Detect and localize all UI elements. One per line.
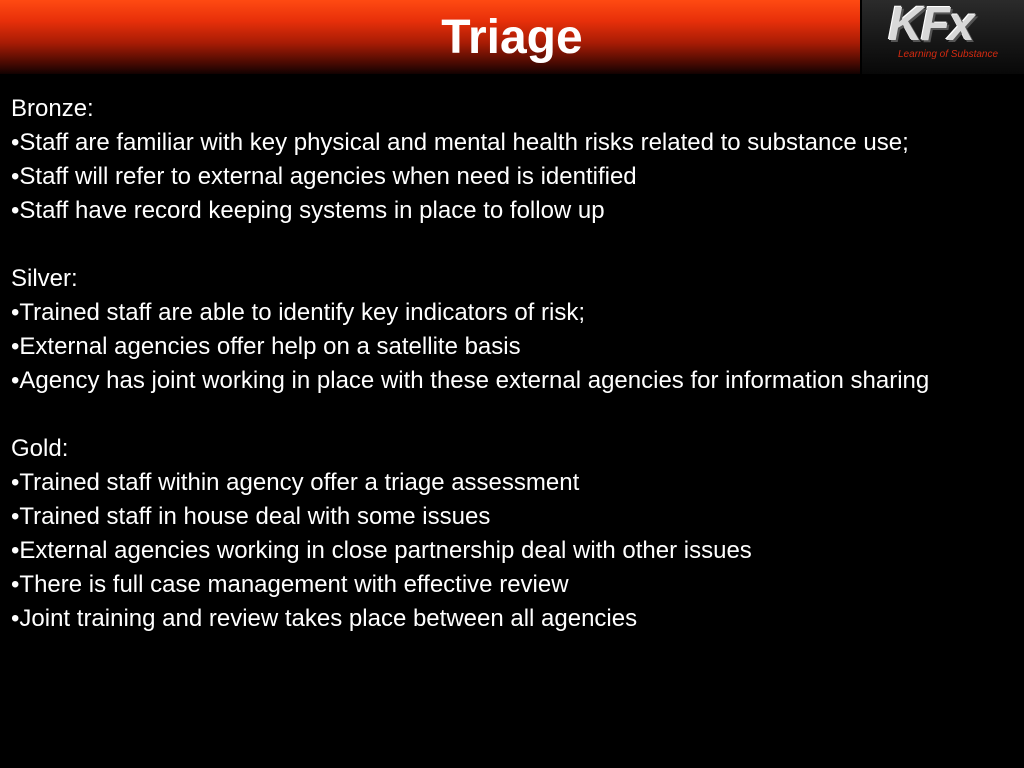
bullet-item: • Trained staff in house deal with some issues <box>11 500 1016 534</box>
slide-title: Triage <box>441 11 583 64</box>
section-bronze <box>11 92 1016 228</box>
section-silver <box>11 262 1016 398</box>
bullet-item: • Agency has joint working in place with these external agencies for information sharing <box>11 364 1016 398</box>
bullet-item: • Joint training and review takes place between all agencies <box>11 602 1016 636</box>
slide-body <box>11 92 1016 670</box>
section-heading: Gold: <box>11 435 69 462</box>
section-heading: Bronze: <box>11 95 94 122</box>
bullet-item: • There is full case management with effective review <box>11 568 1016 602</box>
bullet-item: • External agencies working in close partnership deal with other issues <box>11 534 1016 568</box>
logo-tagline: Learning of Substance <box>897 49 999 60</box>
bullet-item: • Staff will refer to external agencies when need is identified <box>11 160 1016 194</box>
bullet-item: • Trained staff are able to identify key indicators of risk; <box>11 296 1016 330</box>
kfx-logo <box>862 0 1024 74</box>
bullet-item: • Trained staff within agency offer a triage assessment <box>11 466 1016 500</box>
bullet-item: • External agencies offer help on a satellite basis <box>11 330 1016 364</box>
bullet-item: • Staff are familiar with key physical and mental health risks related to substance use; <box>11 126 1016 160</box>
section-gold <box>11 432 1016 636</box>
bullet-item: • Staff have record keeping systems in place to follow up <box>11 194 1016 228</box>
logo-mark: KFx <box>888 0 973 51</box>
section-heading: Silver: <box>11 265 78 292</box>
